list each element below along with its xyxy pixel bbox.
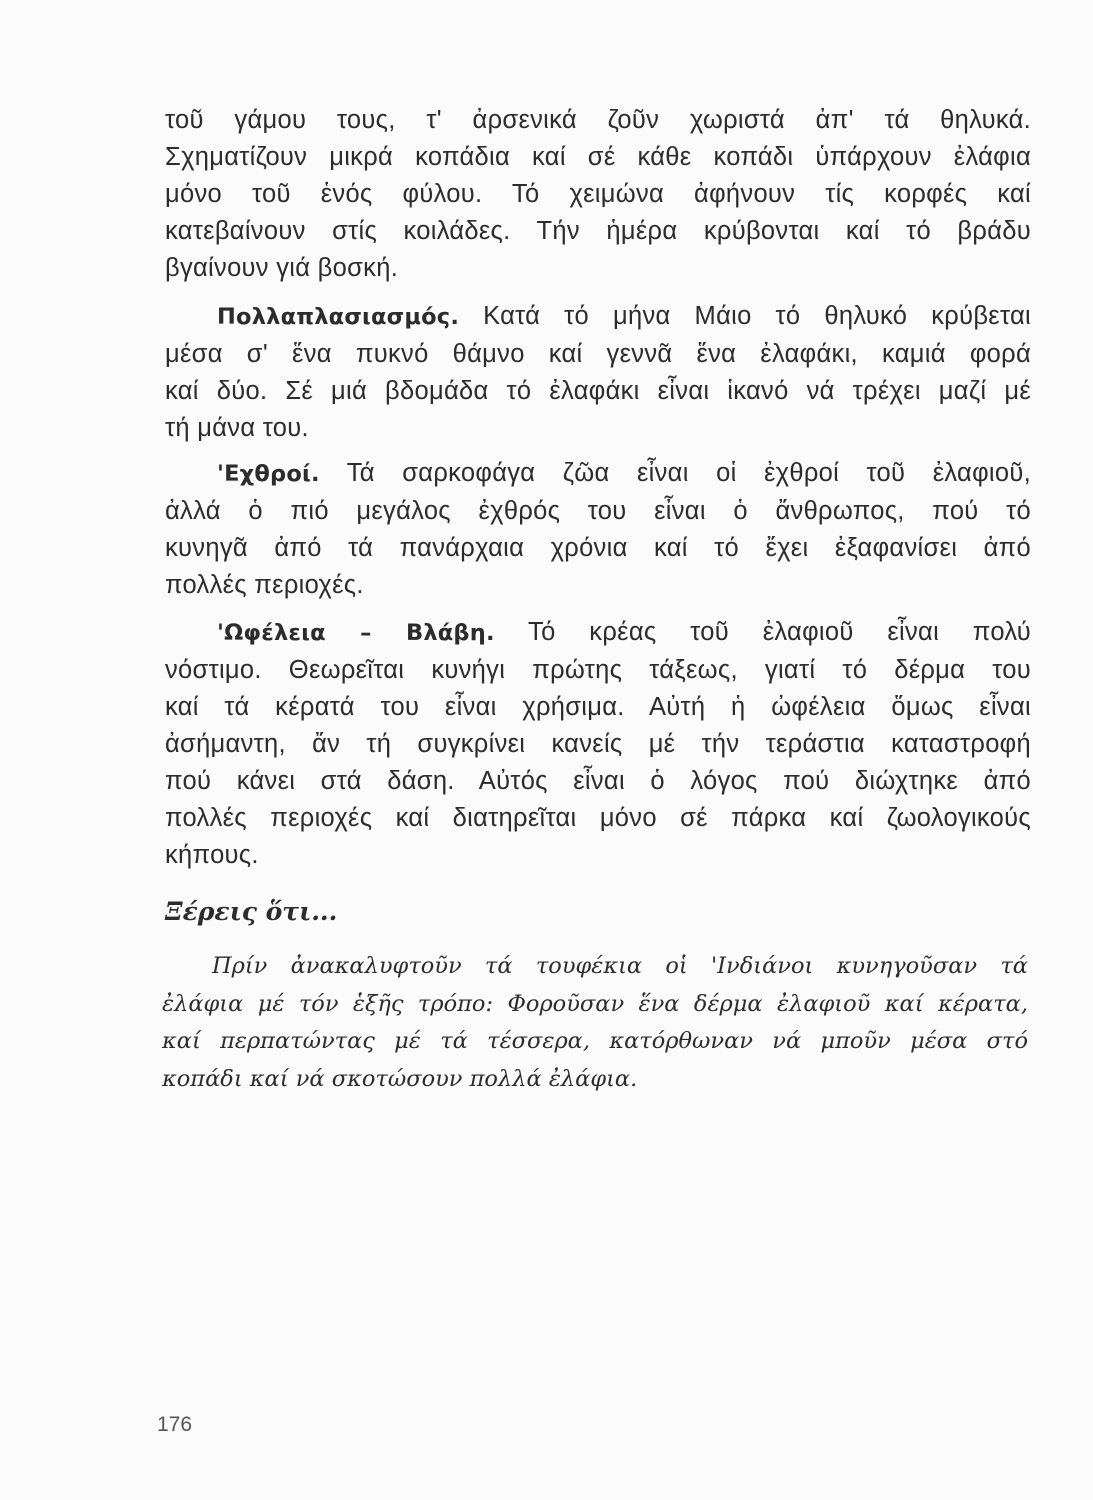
- text-line: πολλές περιοχές.: [165, 571, 364, 599]
- text-fragment: Τά σαρκοφάγα ζῶα εἶναι οἱ ἐχθροί τοῦ ἐλαφιοῦ,: [319, 459, 1031, 487]
- paragraph-reproduction: [165, 298, 1031, 447]
- text-line: Πρίν ἀνακαλυφτοῦν τά τουφέκια οἱ 'Ινδιάνοι κυνηγοῦσαν τά: [212, 953, 1028, 979]
- text-line: τή μάνα του.: [165, 414, 309, 442]
- text-line: κυνηγᾶ ἀπό τά πανάρχαια χρόνια καί τό ἔχει ἐξαφανίσει ἀπό: [165, 534, 1031, 562]
- did-you-know-title: Ξέρεις ὅτι...: [165, 897, 338, 926]
- text-line: Σχηματίζουν μικρά κοπάδια καί σέ κάθε κοπάδι ὑπάρχουν ἐλάφια: [165, 143, 1031, 171]
- text-line: τοῦ γάμου τους, τ' ἀρσενικά ζοῦν χωριστά ἀπ' τά θηλυκά.: [165, 106, 1031, 134]
- text-line: πού κάνει στά δάση. Αὐτός εἶναι ὁ λόγος πού διώχτηκε ἀπό: [165, 767, 1031, 795]
- text-line: [165, 298, 1031, 336]
- text-line: ἀλλά ὁ πιό μεγάλος ἐχθρός του εἶναι ὁ ἄνθρωπος, πού τό: [165, 497, 1031, 525]
- text-line: πολλές περιοχές καί διατηρεῖται μόνο σέ πάρκα καί ζωολογικούς: [165, 804, 1031, 832]
- section-heading-reproduction: Πολλαπλασιασμός.: [217, 304, 460, 330]
- text-line: [165, 455, 1031, 493]
- text-line: [165, 614, 1031, 652]
- text-line: βγαίνουν γιά βοσκή.: [165, 254, 399, 282]
- paragraph-benefit-harm: [165, 614, 1031, 874]
- section-heading-enemies: 'Εχθροί.: [217, 461, 320, 487]
- paragraph-habits: [165, 102, 1031, 287]
- text-line: καί περπατώντας μέ τά τέσσερα, κατόρθωναν νά μποῦν μέσα στό: [162, 1028, 1028, 1054]
- text-line: καί δύο. Σέ μιά βδομάδα τό ἐλαφάκι εἶναι ἱκανό νά τρέχει μαζί μέ: [165, 377, 1031, 405]
- text-line: μόνο τοῦ ἑνός φύλου. Τό χειμώνα ἀφήνουν τίς κορφές καί: [165, 180, 1031, 208]
- text-line: κήπους.: [165, 841, 259, 869]
- page-number: 176: [157, 1413, 193, 1436]
- text-line: μέσα σ' ἕνα πυκνό θάμνο καί γεννᾶ ἕνα ἐλαφάκι, καμιά φορά: [165, 340, 1031, 368]
- paragraph-enemies: [165, 455, 1031, 604]
- text-line: κατεβαίνουν στίς κοιλάδες. Τήν ἡμέρα κρύβονται καί τό βράδυ: [165, 217, 1031, 245]
- text-fragment: Τό κρέας τοῦ ἐλαφιοῦ εἶναι πολύ: [494, 618, 1031, 646]
- text-line: ἐλάφια μέ τόν ἑξῆς τρόπο: Φοροῦσαν ἕνα δέρμα ἐλαφιοῦ καί κέρατα,: [162, 990, 1028, 1017]
- text-line: καί τά κέρατά του εἶναι χρήσιμα. Αὐτή ἡ ὠφέλεια ὅμως εἶναι: [165, 693, 1031, 721]
- did-you-know-text: [162, 948, 1028, 1098]
- text-line: νόστιμο. Θεωρεῖται κυνήγι πρώτης τάξεως, γιατί τό δέρμα του: [165, 656, 1031, 684]
- text-fragment: Κατά τό μήνα Μάιο τό θηλυκό κρύβεται: [459, 302, 1031, 330]
- section-heading-benefit-harm: 'Ωφέλεια – Βλάβη.: [217, 620, 495, 646]
- text-line: ἀσήμαντη, ἄν τή συγκρίνει κανείς μέ τήν τεράστια καταστροφή: [165, 730, 1031, 758]
- text-line: κοπάδι καί νά σκοτώσουν πολλά ἐλάφια.: [162, 1065, 638, 1092]
